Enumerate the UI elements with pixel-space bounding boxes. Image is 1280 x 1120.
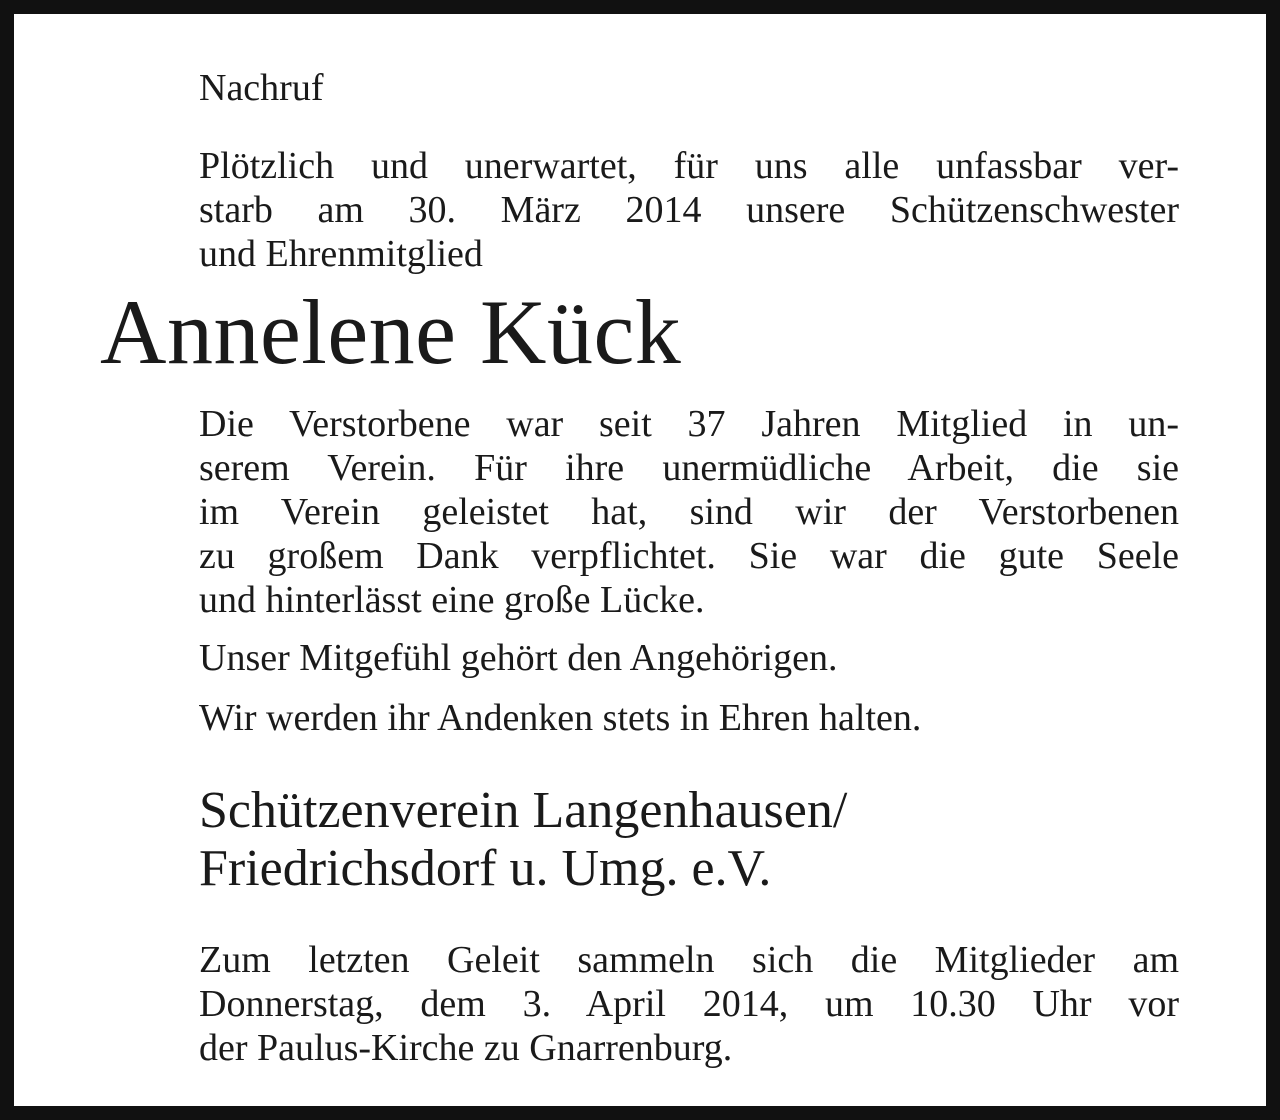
tribute-line: im Verein geleistet hat, sind wir der Verstorbenen	[199, 491, 1179, 533]
organization-line: Schützenverein Langenhausen/	[199, 782, 848, 839]
intro-line: und Ehrenmitglied	[199, 233, 483, 275]
heading-text: Nachruf	[199, 67, 324, 109]
tribute-paragraph	[199, 402, 1179, 622]
funeral-info-line: der Paulus-Kirche zu Gnarrenburg.	[199, 1027, 733, 1069]
organization-line: Friedrichsdorf u. Umg. e.V.	[199, 840, 772, 897]
sympathy-line	[199, 636, 837, 680]
tribute-line: serem Verein. Für ihre unermüdliche Arbeit, die sie	[199, 447, 1179, 489]
remembrance-line	[199, 696, 921, 740]
notice-heading	[199, 66, 323, 110]
organization-name	[199, 782, 847, 898]
intro-line: Plötzlich und unerwartet, für uns alle unfassbar ver-	[199, 145, 1179, 187]
funeral-info-paragraph	[199, 938, 1179, 1070]
tribute-line: Die Verstorbene war seit 37 Jahren Mitglied in un-	[199, 403, 1179, 445]
sympathy-text: Unser Mitgefühl gehört den Angehörigen.	[199, 637, 838, 679]
deceased-name-text: Annelene Kück	[100, 281, 682, 383]
remembrance-text: Wir werden ihr Andenken stets in Ehren halten.	[199, 697, 922, 739]
funeral-info-line: Zum letzten Geleit sammeln sich die Mitglieder am	[199, 939, 1179, 981]
tribute-line: und hinterlässt eine große Lücke.	[199, 579, 705, 621]
funeral-info-line: Donnerstag, dem 3. April 2014, um 10.30 Uhr vor	[199, 983, 1179, 1025]
tribute-line: zu großem Dank verpflichtet. Sie war die gute Seele	[199, 535, 1179, 577]
intro-paragraph	[199, 144, 1179, 276]
deceased-name	[100, 282, 681, 382]
intro-line: starb am 30. März 2014 unsere Schützenschwester	[199, 189, 1179, 231]
